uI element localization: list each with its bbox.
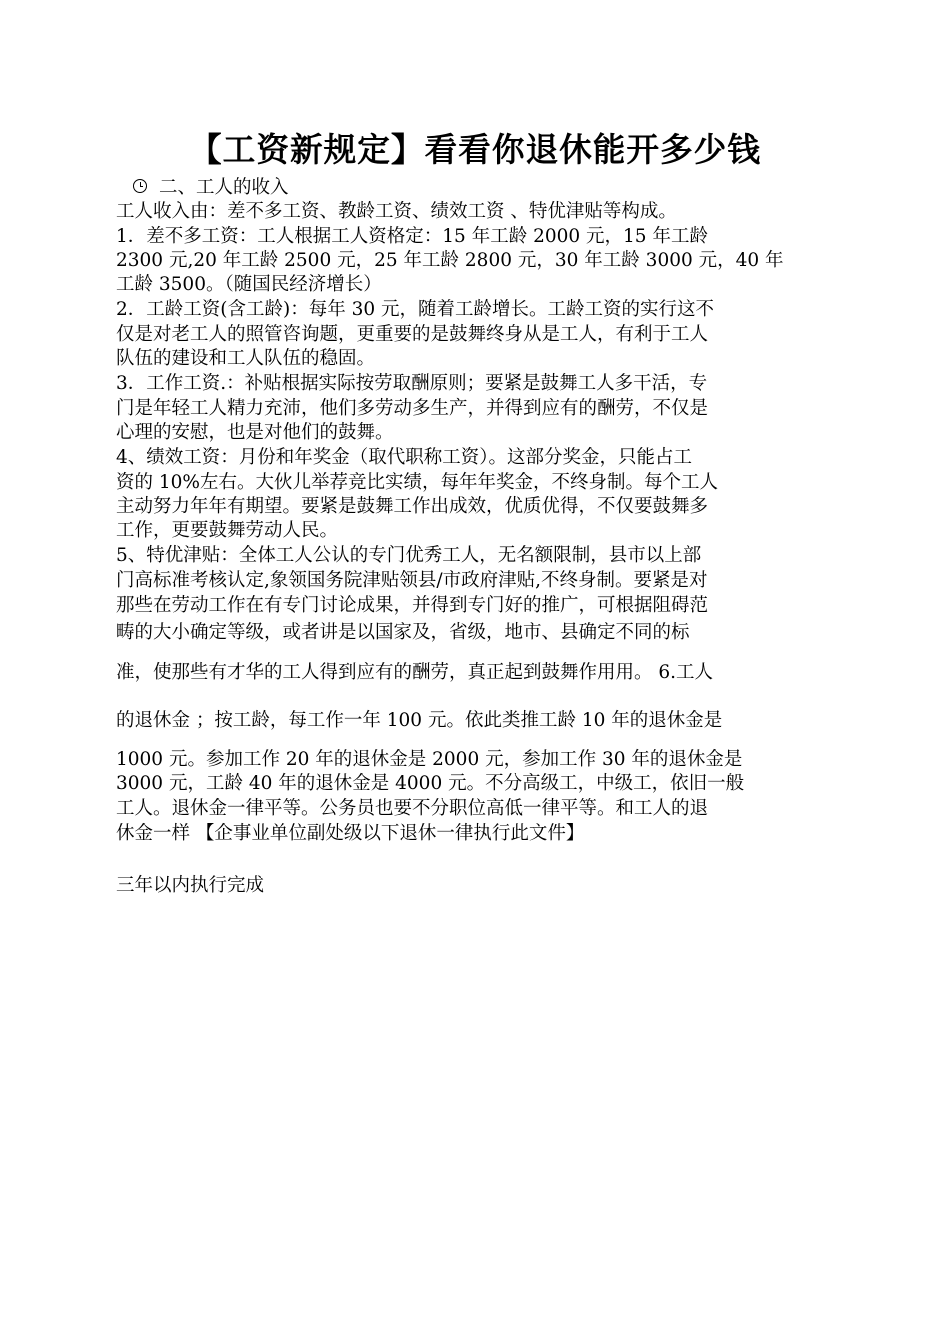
body-line: 休金一样 【企事业单位副处级以下退休一律执行此文件】 <box>116 823 585 844</box>
body-line: 的退休金 ；按工龄，每工作一年 100 元。依此类推工龄 10 年的退休金是 <box>116 710 723 731</box>
section-subheading <box>133 176 849 200</box>
body-line: 准，使那些有才华的工人得到应有的酬劳，真正起到鼓舞作用用。 6.工人 <box>116 662 714 683</box>
body-line: 那些在劳动工作在有专门讨论成果，并得到专门好的推广，可根据阻碍范 <box>116 595 709 616</box>
body-line: 1．差不多工资：工人根据工人资格定：15 年工龄 2000 元，15 年工龄 <box>116 226 708 247</box>
body-line: 3000 元，工龄 40 年的退休金是 4000 元。不分高级工，中级工，依旧一般 <box>116 773 745 794</box>
body-line: 门高标准考核认定,象领国务院津贴领县/市政府津贴,不终身制。要紧是对 <box>116 570 708 591</box>
body-line: 工人。退休金一律平等。公务员也要不分职位高低一律平等。和工人的退 <box>116 798 709 819</box>
body-line: 2300 元,20 年工龄 2500 元，25 年工龄 2800 元，30 年工龄 3000 元，40 年 <box>116 250 784 271</box>
body-line: 工人收入由：差不多工资、教龄工资、绩效工资 、特优津贴等构成。 <box>116 201 677 222</box>
body-line: 工龄 3500。（随国民经济增长） <box>116 274 382 295</box>
body-line: 仅是对老工人的照管咨询题，更重要的是鼓舞终身从是工人，有利于工人 <box>116 324 709 345</box>
body-line: 门是年轻工人精力充沛，他们多劳动多生产，并得到应有的酬劳，不仅是 <box>116 398 709 419</box>
clock-icon <box>133 179 147 193</box>
body-line: 工作，更要鼓舞劳动人民。 <box>116 520 339 541</box>
body-line: 心理的安慰，也是对他们的鼓舞。 <box>116 422 394 443</box>
body-line: 资的 10%左右。大伙儿举荐竞比实绩，每年年奖金，不终身制。每个工人 <box>116 472 719 493</box>
body-line: 主动努力年年有期望。要紧是鼓舞工作出成效，优质优得，不仅要鼓舞多 <box>116 496 709 517</box>
closing-line: 三年以内执行完成 <box>116 875 265 896</box>
subheading-text: 二、工人的收入 <box>159 177 289 198</box>
body-line: 3．工作工资.：补贴根据实际按劳取酬原则；要紧是鼓舞工人多干活，专 <box>116 373 708 394</box>
body-line: 4、绩效工资：月份和年奖金（取代职称工资）。这部分奖金，只能占工 <box>116 447 693 468</box>
body-line: 队伍的建设和工人队伍的稳固。 <box>116 348 376 369</box>
body-line: 2．工龄工资(含工龄)：每年 30 元，随着工龄增长。工龄工资的实行这不 <box>116 299 715 320</box>
body-line: 5、特优津贴：全体工人公认的专门优秀工人，无名额限制，县市以上部 <box>116 545 702 566</box>
body-line: 1000 元。参加工作 20 年的退休金是 2000 元，参加工作 30 年的退休金是 <box>116 749 743 770</box>
document-title: 【工资新规定】看看你退休能开多少钱 <box>189 130 761 169</box>
body-line: 畴的大小确定等级，或者讲是以国家及，省级，地市、县确定不同的标 <box>116 622 690 643</box>
